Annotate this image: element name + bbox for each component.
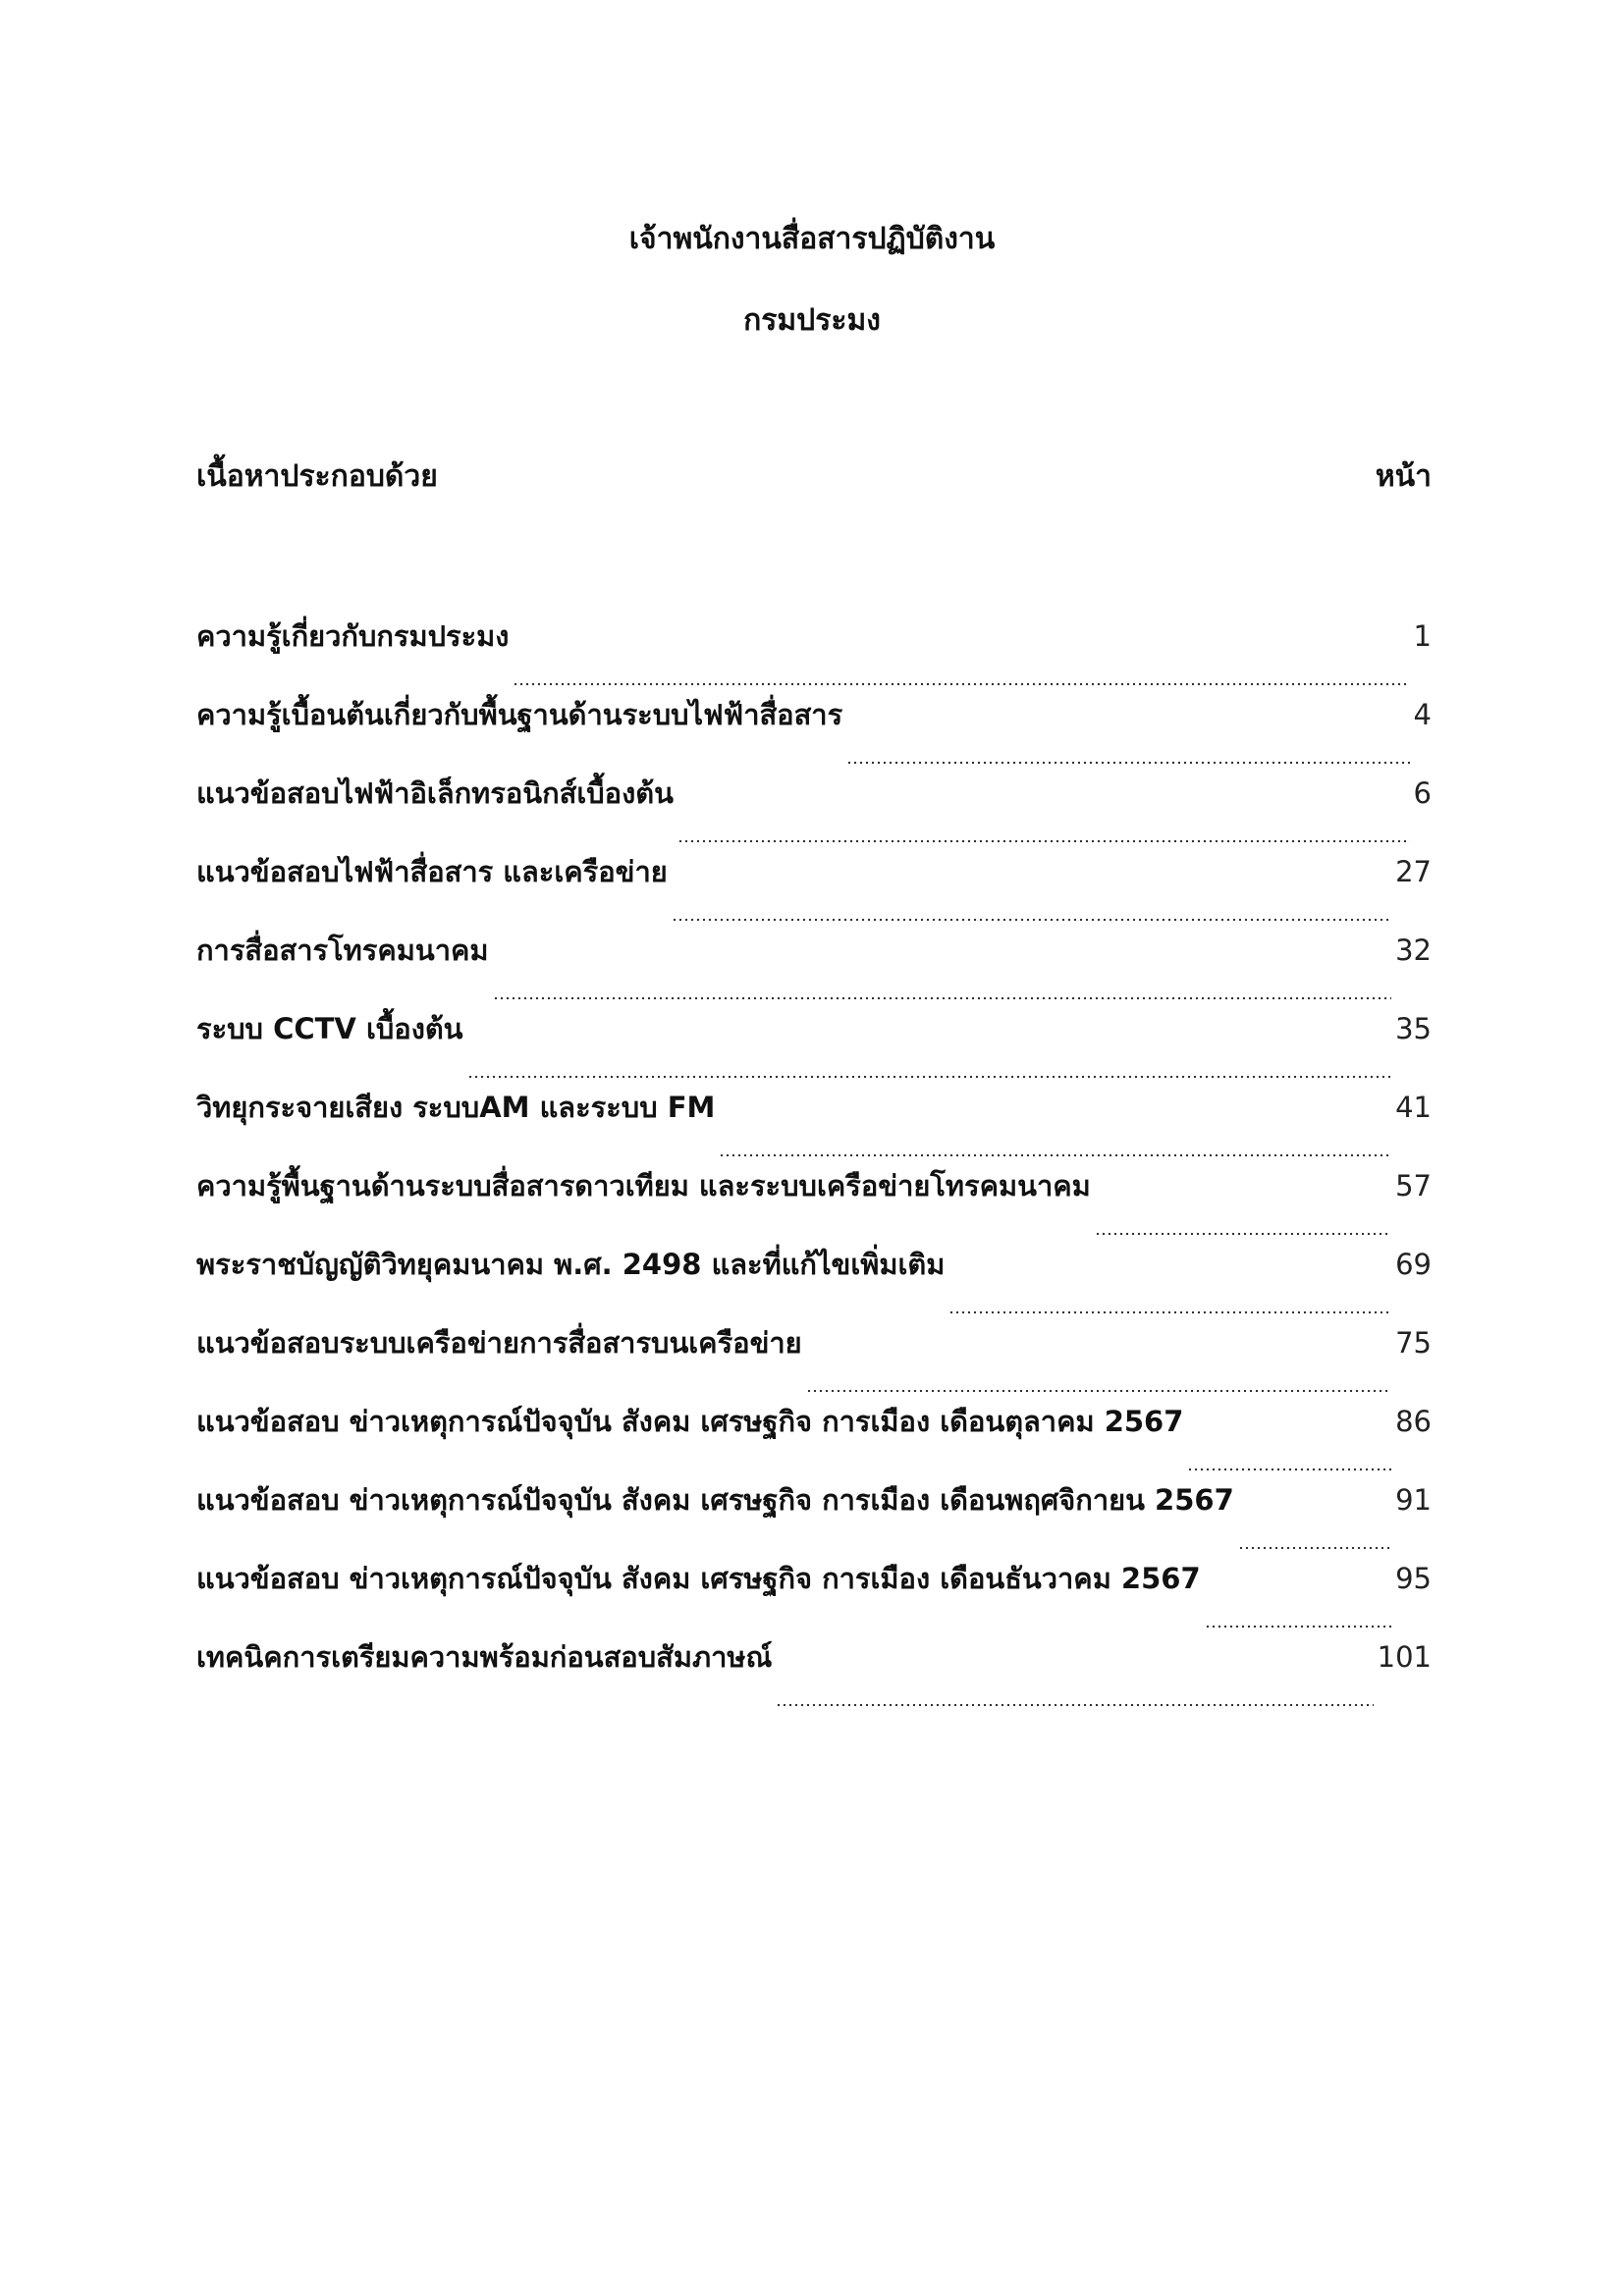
toc-entry xyxy=(196,931,1432,1009)
dot-leader xyxy=(1187,1468,1391,1471)
toc-entry-label: เทคนิคการเตรียมความพร้อมก่อนสอบสัมภาษณ์ xyxy=(196,1640,773,1674)
toc-entry-page: 32 xyxy=(1395,934,1432,967)
toc-entry-page: 91 xyxy=(1395,1483,1432,1517)
toc-entry xyxy=(196,616,1432,695)
toc-entry-label: แนวข้อสอบไฟฟ้าอิเล็กทรอนิกส์เบื้องต้น xyxy=(196,776,674,810)
toc-entry-label: แนวข้อสอบ ข่าวเหตุการณ์ปัจจุบัน สังคม เศรษฐกิจ การเมือง เดือนพฤศจิกายน 2567 xyxy=(196,1483,1234,1517)
dot-leader xyxy=(806,1389,1391,1393)
toc-entry xyxy=(196,1245,1432,1323)
toc-entry-page: 4 xyxy=(1413,698,1432,731)
toc-header xyxy=(196,457,1432,497)
table-of-contents xyxy=(196,616,1432,1716)
toc-entry-label: แนวข้อสอบ ข่าวเหตุการณ์ปัจจุบัน สังคม เศรษฐกิจ การเมือง เดือนตุลาคม 2567 xyxy=(196,1405,1184,1438)
toc-entry-label: ระบบ CCTV เบื้องต้น xyxy=(196,1012,463,1045)
toc-entry-label: แนวข้อสอบ ข่าวเหตุการณ์ปัจจุบัน สังคม เศรษฐกิจ การเมือง เดือนธันวาคม 2567 xyxy=(196,1562,1201,1595)
toc-entry xyxy=(196,1559,1432,1637)
dot-leader xyxy=(776,1703,1373,1707)
toc-entry-label: ความรู้เกี่ยวกับกรมประมง xyxy=(196,619,510,653)
toc-entry-page: 101 xyxy=(1377,1640,1432,1674)
dot-leader xyxy=(672,918,1391,922)
toc-entry-page: 27 xyxy=(1395,855,1432,888)
toc-entry-page: 57 xyxy=(1395,1169,1432,1202)
document-subtitle: กรมประมง xyxy=(743,303,881,338)
toc-entry xyxy=(196,1323,1432,1402)
toc-entry xyxy=(196,1009,1432,1088)
toc-entry-page: 1 xyxy=(1413,619,1432,653)
toc-entry-label: แนวข้อสอบระบบเครือข่ายการสื่อสารบนเครือข่าย xyxy=(196,1326,802,1360)
toc-entry xyxy=(196,852,1432,931)
toc-entry xyxy=(196,774,1432,852)
dot-leader xyxy=(677,839,1410,843)
toc-entry-label: พระราชบัญญัติวิทยุคมนาคม พ.ศ. 2498 และที่แก้ไขเพิ่มเติม xyxy=(196,1248,946,1281)
dot-leader xyxy=(1238,1546,1391,1550)
toc-entry-label: แนวข้อสอบไฟฟ้าสื่อสาร และเครือข่าย xyxy=(196,855,668,888)
toc-entry-page: 75 xyxy=(1395,1326,1432,1360)
toc-entry-label: วิทยุกระจายเสียง ระบบAM และระบบ FM xyxy=(196,1091,716,1124)
toc-header-label: เนื้อหาประกอบด้วย xyxy=(196,459,438,494)
dot-leader xyxy=(948,1310,1391,1314)
dot-leader xyxy=(846,761,1409,765)
dot-leader xyxy=(1205,1625,1391,1629)
toc-entry-page: 35 xyxy=(1395,1012,1432,1045)
toc-entry-page: 69 xyxy=(1395,1248,1432,1281)
toc-entry xyxy=(196,1480,1432,1559)
dot-leader xyxy=(1095,1232,1391,1236)
toc-entry xyxy=(196,1088,1432,1166)
toc-entry-label: ความรู้พื้นฐานด้านระบบสื่อสารดาวเทียม และระบบเครือข่ายโทรคมนาคม xyxy=(196,1169,1091,1202)
toc-header-page: หน้า xyxy=(1375,459,1432,494)
toc-entry xyxy=(196,1166,1432,1245)
toc-entry xyxy=(196,695,1432,774)
toc-entry-page: 95 xyxy=(1395,1562,1432,1595)
dot-leader xyxy=(467,1075,1392,1079)
toc-entry-page: 86 xyxy=(1395,1405,1432,1438)
toc-entry-page: 6 xyxy=(1413,776,1432,810)
toc-entry xyxy=(196,1637,1432,1716)
toc-entry-page: 41 xyxy=(1395,1091,1432,1124)
toc-entry xyxy=(196,1402,1432,1480)
dot-leader xyxy=(513,682,1409,686)
dot-leader xyxy=(493,996,1392,1000)
document-title: เจ้าพนักงานสื่อสารปฏิบัติงาน xyxy=(628,222,996,256)
dot-leader xyxy=(719,1153,1391,1157)
toc-entry-label: ความรู้เบื้อนต้นเกี่ยวกับพื้นฐานด้านระบบไฟฟ้าสื่อสาร xyxy=(196,698,843,731)
toc-entry-label: การสื่อสารโทรคมนาคม xyxy=(196,934,489,967)
